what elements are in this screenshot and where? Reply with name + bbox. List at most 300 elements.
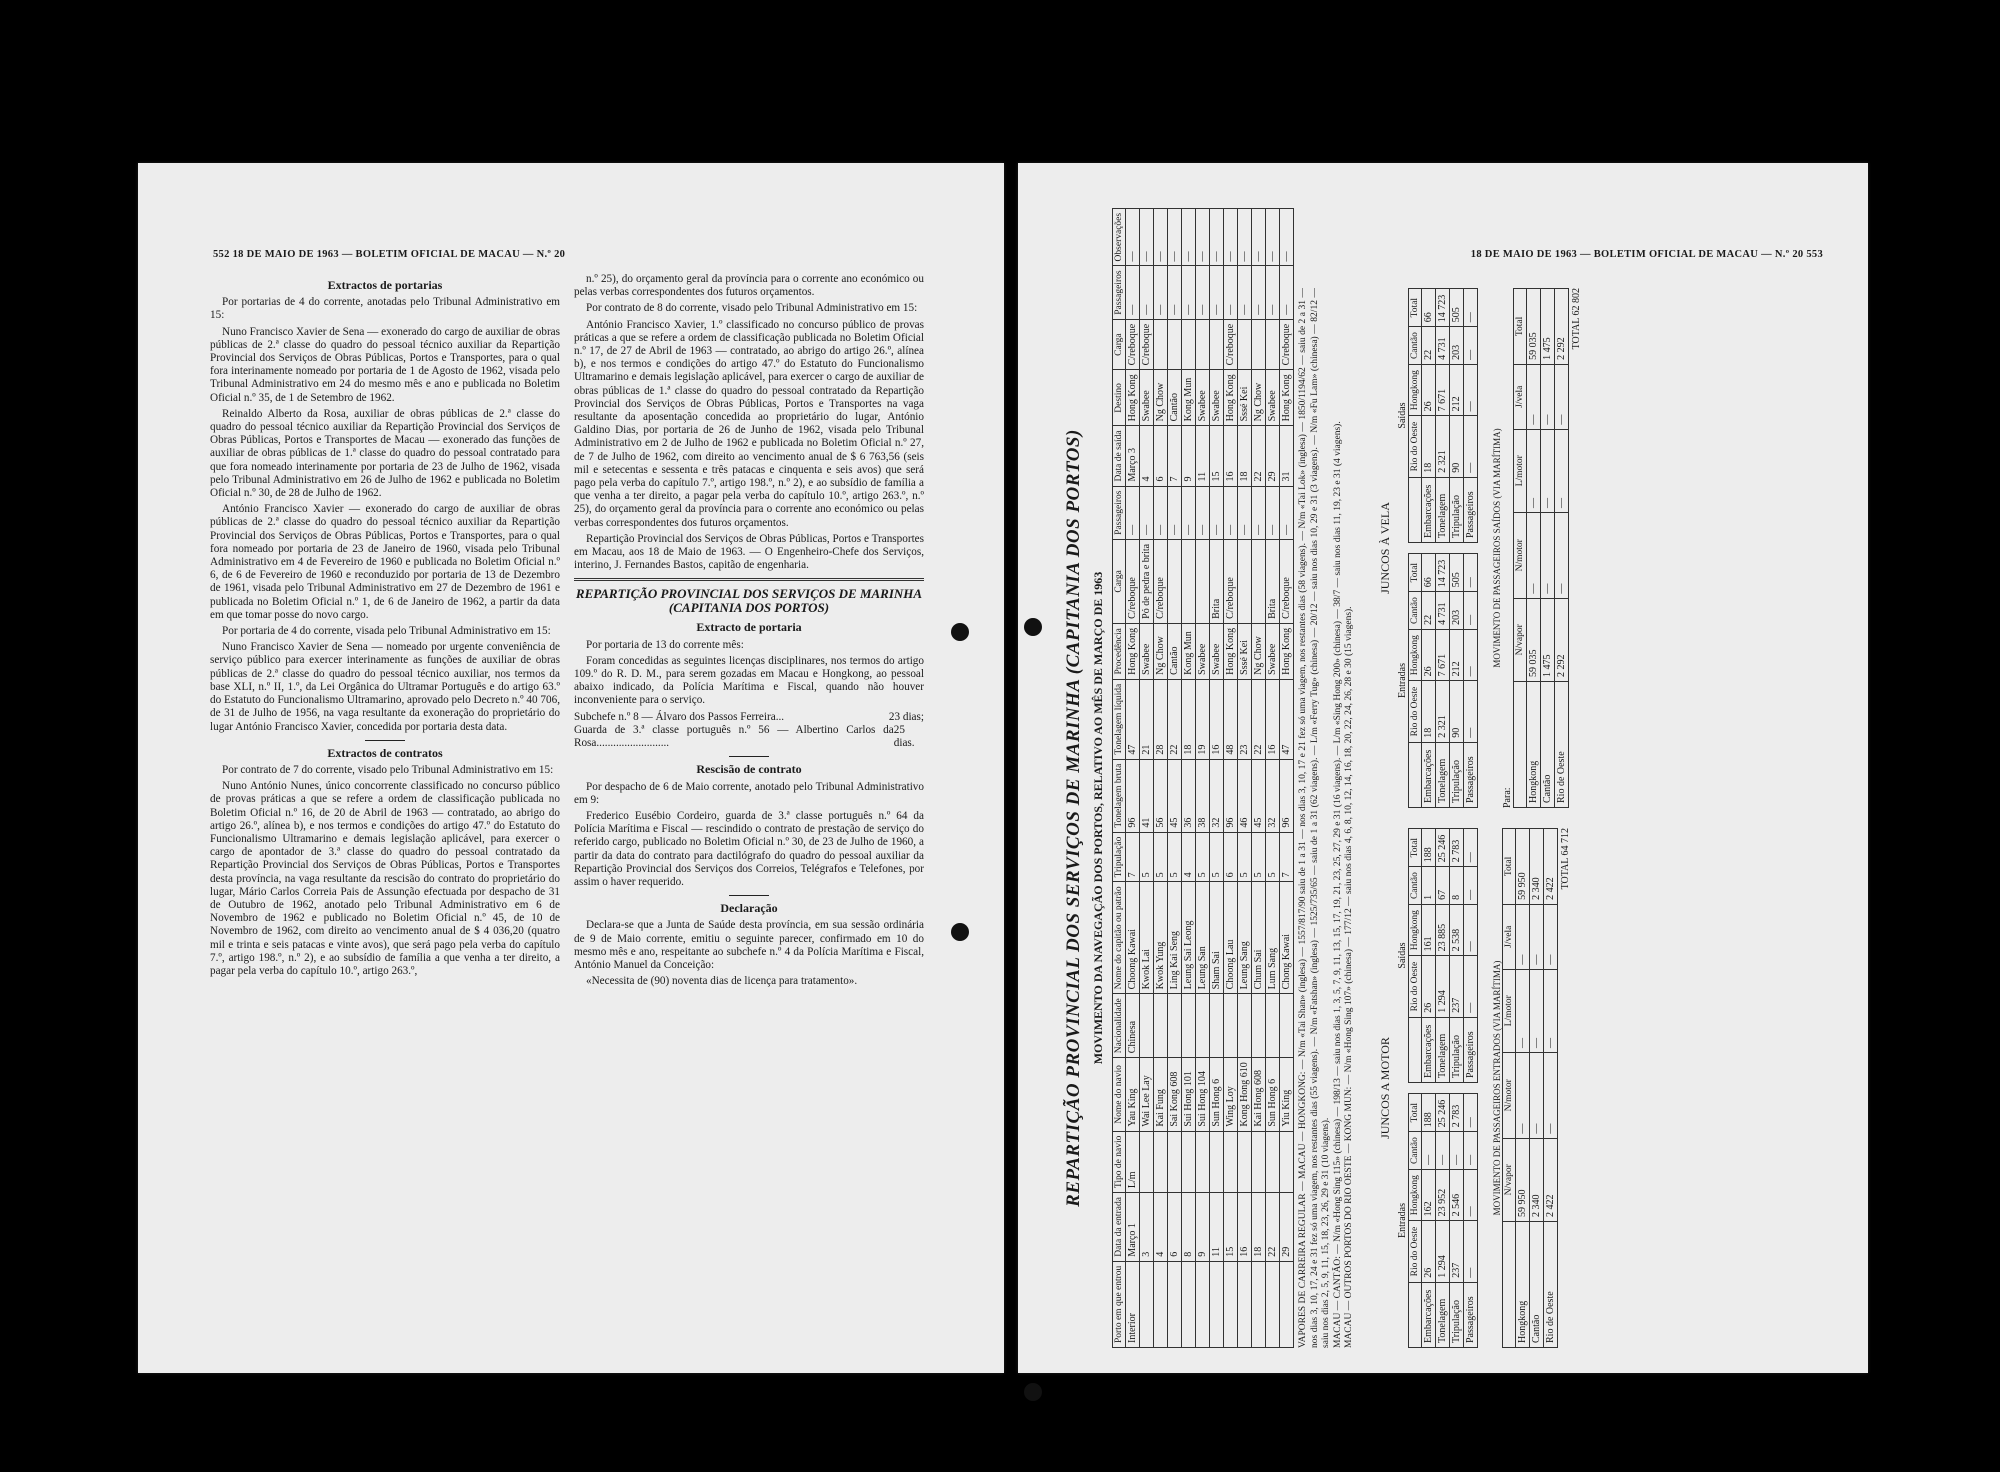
table-cell: 96 bbox=[1280, 759, 1294, 832]
column-header: Destino bbox=[1113, 370, 1126, 426]
table-cell: — bbox=[1140, 486, 1154, 539]
table-cell: Leung Sang bbox=[1238, 882, 1252, 994]
column-header: J/vela bbox=[1502, 904, 1515, 969]
table-cell: — bbox=[1266, 486, 1280, 539]
table-cell: — bbox=[1252, 486, 1266, 539]
table-cell: 56 bbox=[1154, 759, 1168, 832]
table-cell bbox=[1252, 1261, 1266, 1347]
table-cell: 237 bbox=[1449, 956, 1463, 1017]
section-heading: Extractos de portarias bbox=[327, 278, 443, 292]
table-cell: 47 bbox=[1126, 679, 1140, 759]
table-cell: 1 475 bbox=[1540, 289, 1554, 365]
table-cell: Leung San bbox=[1196, 882, 1210, 994]
paragraph: Declara-se que a Junta de Saúde desta província, em sua sessão ordinária de 9 de Maio corrente, emitiu o seguinte parecer, confirmado em 10 do mesmo mês e ano, respeitante ao subchefe n.º 4 da Polícia Marítima e Fiscal, António Manuel da Conceição: bbox=[574, 919, 924, 971]
table-cell bbox=[1168, 539, 1182, 623]
table-cell: Ling Kai Seng bbox=[1168, 882, 1182, 994]
column-header: Rio do Oeste bbox=[1408, 681, 1421, 742]
table-cell: 188 bbox=[1421, 1094, 1435, 1132]
separator-rule bbox=[365, 740, 405, 741]
row-label: Passageiros bbox=[1463, 477, 1477, 542]
table-cell: 14 723 bbox=[1435, 554, 1449, 592]
table-cell: 212 bbox=[1449, 629, 1463, 680]
table-row bbox=[1554, 289, 1568, 808]
table-cell: 9 bbox=[1182, 426, 1196, 486]
table-cell: C/reboque bbox=[1154, 539, 1168, 623]
table-cell: — bbox=[1168, 486, 1182, 539]
corner-cell bbox=[1513, 681, 1526, 807]
table-cell: — bbox=[1463, 289, 1477, 327]
column-header: Rio do Oeste bbox=[1408, 416, 1421, 477]
corner-cell bbox=[1408, 477, 1421, 542]
table-row bbox=[1182, 208, 1196, 1347]
header-row bbox=[1408, 1094, 1421, 1348]
table-cell: — bbox=[1449, 1132, 1463, 1170]
table-cell: — bbox=[1554, 429, 1568, 512]
table-cell: Choong Lau bbox=[1224, 882, 1238, 994]
note-line: MACAU — OUTROS PORTOS DO RIO OESTE — KONG MUN: — N/m «Hong Sing 107» (chinesa) — 177/12 — saiu nos dias 4, 6, 8, 10, 12, 14, 16, 18, 20, 22, 24, 26, 28 e 30 (15 viagens). bbox=[1344, 606, 1354, 1348]
table-cell: 2 292 bbox=[1554, 598, 1568, 681]
table-cell: Swabee bbox=[1140, 623, 1154, 679]
table-cell: — bbox=[1280, 208, 1294, 266]
table-cell: Kong Mun bbox=[1182, 623, 1196, 679]
table-cell: Swabee bbox=[1210, 623, 1224, 679]
column-header: Nome do navio bbox=[1113, 1058, 1126, 1131]
paragraph: António Francisco Xavier — exonerado do cargo de auxiliar de obras públicas de 2.ª classe do quadro do pessoal técnico auxiliar da Repartição Provincial dos Serviços de Obras Públicas, Portos e Transportes, para o qual fora nomeado por portaria de 23 de Janeiro de 1960, visada pelo Tribunal Administrativo em 4 de Fevereiro de 1960 e publicada no Boletim Oficial n.º 6, de 6 de Fevereiro de 1960 e reconduzido por portaria de 13 de Dezembro de 1961, visada pelo Tribunal Administrativo em 27 de Dezembro de 1961 e publicada no Boletim Oficial n.º 1, de 6 de Janeiro de 1962, a partir da data em que tomar posse do novo cargo. bbox=[210, 503, 560, 621]
table-cell: — bbox=[1526, 513, 1540, 599]
table-cell: — bbox=[1554, 513, 1568, 599]
table-cell: C/reboque bbox=[1140, 319, 1154, 370]
table-cell bbox=[1266, 1131, 1280, 1192]
column-header: Cantão bbox=[1408, 592, 1421, 630]
table-cell: Wing Loy bbox=[1224, 1058, 1238, 1131]
row-label: Embarcações bbox=[1421, 477, 1435, 542]
table-cell: — bbox=[1196, 266, 1210, 319]
corner-cell bbox=[1502, 1221, 1515, 1347]
passengers-in-section bbox=[1492, 828, 1582, 1348]
table-cell: 19 bbox=[1196, 679, 1210, 759]
table-row bbox=[1421, 554, 1435, 808]
row-label: Passageiros bbox=[1463, 1017, 1477, 1082]
table-cell: Yiu King bbox=[1280, 1058, 1294, 1131]
table-cell bbox=[1210, 994, 1224, 1058]
table-cell: Sui Hong 101 bbox=[1182, 1058, 1196, 1131]
table-cell: — bbox=[1463, 904, 1477, 955]
left-page bbox=[138, 163, 1004, 1373]
table-cell: Swabee bbox=[1196, 370, 1210, 426]
table-row bbox=[1449, 1094, 1463, 1348]
navigation-notes bbox=[1298, 288, 1356, 1348]
juncos-motor-section bbox=[1378, 828, 1478, 1348]
table-cell: — bbox=[1224, 486, 1238, 539]
row-label: Passageiros bbox=[1463, 1282, 1477, 1347]
table-cell bbox=[1168, 994, 1182, 1058]
table-cell: Ng Chow bbox=[1154, 370, 1168, 426]
table-cell: — bbox=[1224, 208, 1238, 266]
table-cell bbox=[1140, 1261, 1154, 1347]
column-header: N/vapor bbox=[1502, 1138, 1515, 1221]
table-cell bbox=[1196, 1261, 1210, 1347]
paragraph: Reinaldo Alberto da Rosa, auxiliar de obras públicas de 2.ª classe do quadro do pessoal técnico auxiliar da Repartição Provincial dos Serviços de Obras Públicas, Portos e Transportes de Macau — exonerado das funções de auxiliar de obras públicas de 1.ª classe do quadro do pessoal contratado para que fora nomeado interinamente por portaria de 23 de Julho de 1962, visada pelo Tribunal Administrativo em 26 de Julho de 1962 e publicada no Boletim Oficial n.º 30, de 28 de Julho de 1962. bbox=[210, 407, 560, 500]
table-cell: Swabee bbox=[1196, 623, 1210, 679]
table-cell: C/reboque bbox=[1280, 539, 1294, 623]
table-cell: 67 bbox=[1435, 867, 1449, 905]
table-cell: 8 bbox=[1182, 1193, 1196, 1262]
paragraph: Foram concedidas as seguintes licenças disciplinares, nos termos do artigo 109.º do R. D. M., para serem gozadas em Macau e Hongkong, ao pessoal abaixo indicado, da Polícia Marítima e Fiscal, quando não houver inconveniente para o serviço. bbox=[574, 654, 924, 707]
table-cell: Choong Kawai bbox=[1126, 882, 1140, 994]
table-row bbox=[1421, 829, 1435, 1083]
table-cell: — bbox=[1554, 364, 1568, 429]
table-cell: Kong Mun bbox=[1182, 370, 1196, 426]
table-cell bbox=[1210, 1261, 1224, 1347]
table-cell: 26 bbox=[1421, 629, 1435, 680]
section-heading: Rescisão de contrato bbox=[696, 762, 802, 777]
table-cell: Hong Kong bbox=[1280, 623, 1294, 679]
table-row bbox=[1266, 208, 1280, 1347]
separator-rule bbox=[729, 895, 769, 896]
table-row bbox=[1540, 289, 1554, 808]
table-cell: Cantão bbox=[1168, 370, 1182, 426]
table-cell: Sun Hong 6 bbox=[1210, 1058, 1224, 1131]
left-column-2 bbox=[574, 273, 924, 991]
table-cell: 203 bbox=[1449, 592, 1463, 630]
juncos-vela-heading: JUNCOS À VELA bbox=[1377, 502, 1392, 594]
binding-hole bbox=[951, 923, 969, 941]
table-cell: Brita bbox=[1210, 539, 1224, 623]
header-row bbox=[1513, 289, 1526, 808]
table-row bbox=[1449, 829, 1463, 1083]
table-cell: 26 bbox=[1421, 1221, 1435, 1282]
table-cell: 2 422 bbox=[1543, 829, 1557, 905]
table-cell: — bbox=[1210, 208, 1224, 266]
column-header: Cantão bbox=[1408, 1132, 1421, 1170]
table-cell: C/reboque bbox=[1224, 539, 1238, 623]
row-label: Hongkong bbox=[1526, 681, 1540, 807]
table-row bbox=[1224, 208, 1238, 1347]
column-header: Carga bbox=[1113, 319, 1126, 370]
table-cell: 28 bbox=[1154, 679, 1168, 759]
table-cell: 162 bbox=[1421, 1169, 1435, 1220]
motor-entradas-table bbox=[1408, 1093, 1478, 1348]
entradas-label: Entradas bbox=[1396, 663, 1408, 698]
table-row bbox=[1449, 554, 1463, 808]
column-header: Porto em que entrou bbox=[1113, 1261, 1126, 1347]
row-label: Cantão bbox=[1540, 681, 1554, 807]
table-cell: 59 035 bbox=[1526, 289, 1540, 365]
table-cell: 3 bbox=[1140, 1193, 1154, 1262]
table-cell: Ng Chow bbox=[1252, 370, 1266, 426]
table-cell: 5 bbox=[1252, 832, 1266, 882]
table-cell: — bbox=[1182, 266, 1196, 319]
table-cell: — bbox=[1540, 513, 1554, 599]
table-cell: C/reboque bbox=[1224, 319, 1238, 370]
table-cell: Chong Kawai bbox=[1280, 882, 1294, 994]
table-cell: 6 bbox=[1168, 1193, 1182, 1262]
table-cell: 38 bbox=[1196, 759, 1210, 832]
table-cell bbox=[1182, 1131, 1196, 1192]
column-header: Hongkong bbox=[1408, 629, 1421, 680]
table-cell: — bbox=[1168, 208, 1182, 266]
table-cell: 23 885 bbox=[1435, 904, 1449, 955]
column-header: Tipo de navio bbox=[1113, 1131, 1126, 1192]
table-cell bbox=[1154, 1131, 1168, 1192]
table-cell bbox=[1210, 1131, 1224, 1192]
table-cell: 16 bbox=[1210, 679, 1224, 759]
passengers-out-table bbox=[1513, 288, 1569, 808]
column-header: Total bbox=[1408, 554, 1421, 592]
table-cell: Wai Lee Lay bbox=[1140, 1058, 1154, 1131]
table-cell: — bbox=[1543, 1053, 1557, 1139]
row-label: Tonelagem bbox=[1435, 477, 1449, 542]
table-cell: Interior bbox=[1126, 1261, 1140, 1347]
passengers-out-para-label: Para: bbox=[1501, 787, 1513, 808]
table-cell: 16 bbox=[1266, 679, 1280, 759]
table-row bbox=[1421, 289, 1435, 543]
table-cell: — bbox=[1463, 592, 1477, 630]
column-header: Tonelagem bruta bbox=[1113, 759, 1126, 832]
table-row bbox=[1463, 1094, 1477, 1348]
row-label: Embarcações bbox=[1421, 1282, 1435, 1347]
table-cell: 22 bbox=[1168, 679, 1182, 759]
table-cell: 18 bbox=[1421, 416, 1435, 477]
table-cell: 2 783 bbox=[1449, 829, 1463, 867]
table-cell: — bbox=[1463, 327, 1477, 365]
table-cell: Lum Sang bbox=[1266, 882, 1280, 994]
table-cell: Chum Sai bbox=[1252, 882, 1266, 994]
table-cell bbox=[1224, 994, 1238, 1058]
table-cell: 7 671 bbox=[1435, 364, 1449, 415]
table-cell: 11 bbox=[1210, 1193, 1224, 1262]
table-cell: 23 bbox=[1238, 679, 1252, 759]
table-cell bbox=[1252, 319, 1266, 370]
table-cell bbox=[1266, 1261, 1280, 1347]
row-label: Tonelagem bbox=[1435, 1282, 1449, 1347]
header-row bbox=[1502, 829, 1515, 1348]
table-cell: 1 294 bbox=[1435, 956, 1449, 1017]
table-cell: 59 950 bbox=[1515, 1138, 1529, 1221]
row-label: Rio de Oeste bbox=[1554, 681, 1568, 807]
table-row bbox=[1154, 208, 1168, 1347]
paragraph: Por portaria de 13 do corrente mês: bbox=[586, 638, 744, 651]
column-header: Total bbox=[1408, 1094, 1421, 1132]
row-label: Embarcações bbox=[1421, 1017, 1435, 1082]
table-cell: 14 723 bbox=[1435, 289, 1449, 327]
table-cell: Hong Kong bbox=[1224, 623, 1238, 679]
table-cell: — bbox=[1463, 1094, 1477, 1132]
table-row bbox=[1515, 829, 1529, 1348]
table-cell: 15 bbox=[1224, 1193, 1238, 1262]
table-cell: Cantão bbox=[1168, 623, 1182, 679]
column-header: Tripulação bbox=[1113, 832, 1126, 882]
paragraph: Frederico Eusébio Cordeiro, guarda de 3.ª classe português n.º 64 da Polícia Marítima e Fiscal — rescindido o contrato de prestação de serviço do referido cargo, publicado no Boletim Oficial n.º 30, de 23 de Julho de 1960, a partir da data do contrato para dactilógrafo do quadro do pessoal auxiliar da Repartição Provincial dos Serviços dos Correios, Telégrafos e Telefones, por assim o haver requerido. bbox=[574, 809, 924, 888]
table-row bbox=[1140, 208, 1154, 1347]
note-line: VAPORES DE CARREIRA REGULAR — MACAU — HONGKONG: — N/m «Tai Shan» (inglesa) — 1557/817/90 saiu de 1 a 31 — nos dias 3, 10, 17 e 21 fez só uma viagem, nos restantes dias (58 viagens). — N/m «Tai Lok» (inglesa) — 1850/1194/62 — saiu de 2 a 31 — nos dias 3, 10, 17, 24 e 31 fez só uma viagem, nos restantes dias (55 viagens). — N/m «Fatshan» (inglesa) — 1525/735/65 — saiu de 1 a 31 (62 viagens). — L/m «Ferry Tug» (chinesa) — 20/12 — saiu nos dias 10, 29 e 31 (3 viagens). — N/m «Fu Lam» (chinesa) — 82/12 — saiu nos dias 2, 5, 9, 11, 15, 18, 23, 26, 29 e 31 (10 viagens). bbox=[1298, 288, 1331, 1348]
passengers-in-total: 64 712 bbox=[1559, 828, 1571, 856]
table-cell: 18 bbox=[1238, 426, 1252, 486]
column-header: L/motor bbox=[1502, 969, 1515, 1052]
table-cell: Swabee bbox=[1140, 370, 1154, 426]
table-cell: — bbox=[1540, 364, 1554, 429]
table-cell: Swabee bbox=[1266, 370, 1280, 426]
table-cell: 505 bbox=[1449, 289, 1463, 327]
leave-days: 23 dias; bbox=[888, 710, 924, 723]
table-row bbox=[1126, 208, 1140, 1347]
table-cell bbox=[1238, 1131, 1252, 1192]
table-cell: C/reboque bbox=[1280, 319, 1294, 370]
paragraph: Repartição Provincial dos Serviços de Obras Públicas, Portos e Transportes em Macau, aos 18 de Maio de 1963. — O Engenheiro-Chefe dos Serviços, interino, J. Fernandes Bastos, capitão de engenharia. bbox=[574, 532, 924, 572]
table-cell: 188 bbox=[1421, 829, 1435, 867]
table-cell: 7 bbox=[1126, 832, 1140, 882]
table-cell: 45 bbox=[1168, 759, 1182, 832]
table-cell: 2 546 bbox=[1449, 1169, 1463, 1220]
table-row bbox=[1168, 208, 1182, 1347]
binding-hole bbox=[951, 623, 969, 641]
table-cell: — bbox=[1182, 208, 1196, 266]
table-cell bbox=[1280, 1261, 1294, 1347]
table-cell bbox=[1168, 1131, 1182, 1192]
column-header: Rio do Oeste bbox=[1408, 956, 1421, 1017]
table-cell bbox=[1154, 319, 1168, 370]
table-cell bbox=[1224, 1261, 1238, 1347]
table-cell: 15 bbox=[1210, 426, 1224, 486]
table-row bbox=[1280, 208, 1294, 1347]
table-cell bbox=[1252, 1131, 1266, 1192]
table-cell bbox=[1140, 994, 1154, 1058]
table-cell: 7 671 bbox=[1435, 629, 1449, 680]
table-cell: 29 bbox=[1266, 426, 1280, 486]
passengers-out-total: 62 802 bbox=[1570, 288, 1582, 316]
table-cell bbox=[1140, 1131, 1154, 1192]
table-cell bbox=[1182, 319, 1196, 370]
table-row bbox=[1210, 208, 1224, 1347]
table-cell: 16 bbox=[1224, 426, 1238, 486]
table-row bbox=[1463, 554, 1477, 808]
column-header: Passageiros bbox=[1113, 486, 1126, 539]
table-cell: 59 950 bbox=[1515, 829, 1529, 905]
right-page bbox=[1018, 163, 1868, 1373]
table-cell: — bbox=[1210, 486, 1224, 539]
table-cell: — bbox=[1421, 1132, 1435, 1170]
table-cell: Hong Kong bbox=[1126, 623, 1140, 679]
table-cell: 4 731 bbox=[1435, 592, 1449, 630]
table-cell: — bbox=[1182, 486, 1196, 539]
table-cell: 2 321 bbox=[1435, 416, 1449, 477]
table-cell: 203 bbox=[1449, 327, 1463, 365]
note-line: MACAU — CANTÃO: — N/m «Hong Sing 115» (chinesa) — 198/13 — saiu nos dias 1, 3, 5, 7, 9, 11, 13, 15, 17, 19, 21, 23, 25, 27, 29 e 31 (16 viagens). — L/m «Sing Hong 200» (chinesa) — 38/7 — saiu nos dias 11, 19, 23 e 31 (4 viagens). bbox=[1332, 421, 1343, 1348]
paragraph: Por portaria de 4 do corrente, visada pelo Tribunal Administrativo em 15: bbox=[222, 625, 551, 638]
table-cell: 32 bbox=[1266, 759, 1280, 832]
table-cell: — bbox=[1238, 208, 1252, 266]
navigation-table bbox=[1112, 208, 1294, 1348]
table-cell: 36 bbox=[1182, 759, 1196, 832]
row-label: Tonelagem bbox=[1435, 1017, 1449, 1082]
table-cell: — bbox=[1140, 266, 1154, 319]
paragraph: Por portarias de 4 do corrente, anotadas pelo Tribunal Administrativo em 15: bbox=[210, 296, 560, 322]
table-cell: 5 bbox=[1266, 832, 1280, 882]
passengers-in-total-label: TOTAL bbox=[1559, 858, 1571, 890]
table-cell: Março 3 bbox=[1126, 426, 1140, 486]
table-row bbox=[1238, 208, 1252, 1347]
table-cell bbox=[1280, 994, 1294, 1058]
table-cell: — bbox=[1515, 904, 1529, 969]
table-cell: C/reboque bbox=[1126, 319, 1140, 370]
table-cell: Swabee bbox=[1266, 623, 1280, 679]
leave-person: Subchefe n.º 8 — Álvaro dos Passos Ferreira... bbox=[574, 710, 785, 723]
column-header: Observações bbox=[1113, 208, 1126, 266]
table-cell: 48 bbox=[1224, 679, 1238, 759]
section-heading: Extracto de portaria bbox=[696, 620, 802, 635]
table-cell bbox=[1252, 994, 1266, 1058]
table-cell: Kwok Lai bbox=[1140, 882, 1154, 994]
leave-person: Guarda de 3.ª classe português n.º 56 — Albertino Carlos da Rosa.......................... bbox=[574, 723, 894, 750]
table-cell: 212 bbox=[1449, 364, 1463, 415]
table-cell: — bbox=[1463, 1169, 1477, 1220]
table-cell: 16 bbox=[1238, 1193, 1252, 1262]
table-cell: 505 bbox=[1449, 554, 1463, 592]
table-cell: — bbox=[1529, 904, 1543, 969]
table-cell bbox=[1182, 994, 1196, 1058]
saidas-label: Saídas bbox=[1396, 942, 1408, 969]
table-cell: 45 bbox=[1252, 759, 1266, 832]
table-cell: Ng Chow bbox=[1154, 623, 1168, 679]
left-column-1 bbox=[210, 273, 560, 981]
table-cell: 161 bbox=[1421, 904, 1435, 955]
table-cell bbox=[1196, 319, 1210, 370]
binding-hole bbox=[1024, 618, 1042, 636]
leave-entry bbox=[574, 711, 924, 724]
table-cell: 2 538 bbox=[1449, 904, 1463, 955]
table-cell: — bbox=[1463, 364, 1477, 415]
table-cell: Março 1 bbox=[1126, 1193, 1140, 1262]
table-cell bbox=[1196, 1131, 1210, 1192]
table-cell bbox=[1210, 319, 1224, 370]
table-cell: 26 bbox=[1421, 364, 1435, 415]
statistics-title: REPARTIÇÃO PROVINCIAL DOS SERVIÇOS DE MARINHA (CAPITANIA DOS PORTOS) bbox=[1063, 429, 1084, 1207]
table-cell: — bbox=[1463, 867, 1477, 905]
column-header: Carga bbox=[1113, 539, 1126, 623]
table-cell: 2 340 bbox=[1529, 1138, 1543, 1221]
table-row bbox=[1543, 829, 1557, 1348]
column-header: Data de saída bbox=[1113, 426, 1126, 486]
vela-entradas-table bbox=[1408, 553, 1478, 808]
table-cell: — bbox=[1526, 429, 1540, 512]
table-cell: — bbox=[1238, 486, 1252, 539]
row-label: Cantão bbox=[1529, 1221, 1543, 1347]
table-row bbox=[1435, 289, 1449, 543]
column-header: Total bbox=[1408, 829, 1421, 867]
row-label: Tripulação bbox=[1449, 1017, 1463, 1082]
table-cell: 22 bbox=[1421, 327, 1435, 365]
vela-saidas-table bbox=[1408, 288, 1478, 543]
table-row bbox=[1252, 208, 1266, 1347]
table-cell bbox=[1154, 994, 1168, 1058]
column-header: Total bbox=[1408, 289, 1421, 327]
table-cell: 59 035 bbox=[1526, 598, 1540, 681]
column-header: N/vapor bbox=[1513, 598, 1526, 681]
column-header: Hongkong bbox=[1408, 904, 1421, 955]
table-cell: Hong Kong bbox=[1280, 370, 1294, 426]
paragraph: Por contrato de 8 do corrente, visado pelo Tribunal Administrativo em 15: bbox=[586, 302, 918, 315]
table-cell: 22 bbox=[1252, 426, 1266, 486]
table-cell: Leung Sai Leong bbox=[1182, 882, 1196, 994]
table-cell: Chinesa bbox=[1126, 994, 1140, 1058]
table-row bbox=[1421, 1094, 1435, 1348]
paragraph: Nuno Francisco Xavier de Sena — exonerado do cargo de auxiliar de obras públicas de 2.ª classe do quadro do pessoal técnico auxiliar da Repartição Provincial dos Serviços de Obras Públicas, Portos e Transportes, para o qual fora interinamente nomeado por portaria de 1 de Agosto de 1962, visada pelo Tribunal Administrativo em 24 do mesmo mês e ano e publicada no Boletim Oficial n.º 35, de 1 de Setembro de 1962. bbox=[210, 325, 560, 404]
row-label: Passageiros bbox=[1463, 742, 1477, 807]
table-cell: 18 bbox=[1182, 679, 1196, 759]
department-title: REPARTIÇÃO PROVINCIAL DOS SERVIÇOS DE MARINHA (CAPITANIA DOS PORTOS) bbox=[575, 586, 923, 616]
table-cell: 96 bbox=[1126, 759, 1140, 832]
table-cell: 4 bbox=[1140, 426, 1154, 486]
